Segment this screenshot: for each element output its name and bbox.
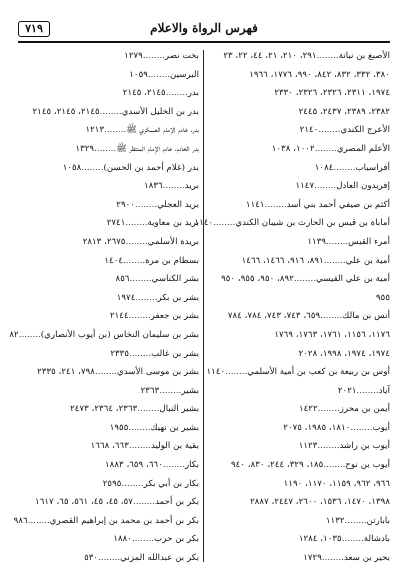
index-entry bbox=[207, 350, 390, 369]
entry-pages: ١١٢٣ bbox=[298, 441, 318, 452]
index-entry bbox=[194, 218, 390, 238]
leader-dots: ........ bbox=[94, 367, 118, 378]
leader-dots: ........ bbox=[137, 404, 160, 415]
entry-name: أيوب بن راشد bbox=[339, 441, 390, 452]
entry-pages: ١٠٣٥، ١٢٨٤ bbox=[298, 534, 342, 545]
index-entry bbox=[207, 182, 390, 201]
leader-dots: ........ bbox=[134, 199, 158, 210]
entry-name: بقية بن الوليد bbox=[150, 441, 199, 452]
leader-dots: ........ bbox=[323, 460, 346, 471]
entry-pages: ٢٠٢١ bbox=[337, 385, 357, 396]
index-entry bbox=[19, 219, 199, 238]
entry-pages: ٦٦٠، ٦٥٩، ١٨٨٣ bbox=[105, 460, 163, 471]
entry-name: بخت نصر bbox=[164, 51, 199, 61]
index-entry bbox=[207, 126, 390, 145]
entry-name: بكار bbox=[184, 460, 199, 471]
index-entry bbox=[207, 554, 390, 573]
entry-name: أماباة بن قيس بن الحارث بن شيبان الكندي bbox=[235, 218, 390, 229]
entry-name: بشر بن موسى الأسدي bbox=[117, 367, 199, 378]
index-entry bbox=[207, 145, 390, 164]
leader-dots: ........ bbox=[132, 534, 155, 545]
entry-name: أيمن بن محرز bbox=[339, 404, 390, 415]
entry-name: الأعلم المصري bbox=[336, 143, 390, 154]
leader-dots: ........ bbox=[316, 51, 339, 61]
entry-pages: ١١٧٦، ١١٥٦، ١٧٦١، ١٧٦٣، ١٧٦٩ bbox=[274, 329, 390, 340]
index-entry bbox=[19, 312, 199, 331]
entry-pages: ٩٦٦، ٩٦٢، ١١٥٩، ١١٧٠، ١١٩٠ bbox=[283, 478, 390, 489]
entry-name: بدر bbox=[187, 88, 199, 99]
entry-name: بشير بن نهيك bbox=[150, 422, 199, 433]
index-entry bbox=[19, 535, 199, 554]
entry-name: بدر الخادم، خادم الإمام المنتظر ﷺ bbox=[116, 143, 199, 154]
index-entry bbox=[19, 164, 199, 183]
entry-pages: ٢٣٨٢، ٢٣٨٩، ٢٤٣٧، ٢٤٤٥ bbox=[298, 106, 390, 117]
entry-pages: ١٠٨٤ bbox=[314, 162, 334, 173]
leader-dots: ........ bbox=[135, 292, 158, 303]
entry-pages: ٣٨٠، ٣٣٢، ٨٣٢، ٨٤٢، ٩٩٠، ١٧٧٦، ١٩٦٦ bbox=[249, 69, 390, 80]
index-entry bbox=[207, 164, 390, 183]
entry-pages: ٢٩٠٠ bbox=[116, 199, 135, 210]
entry-pages: ١٩٧٤، ٢٣١١، ٢٣٢٦، ٢٣٢٦، ٢٣٣٠ bbox=[274, 88, 390, 99]
leader-dots: ........ bbox=[317, 404, 340, 415]
leader-dots: ........ bbox=[314, 181, 337, 192]
entry-pages: ١٠٥٩ bbox=[129, 69, 148, 80]
index-entry bbox=[19, 480, 199, 499]
index-column-left bbox=[9, 51, 199, 573]
index-entry bbox=[19, 201, 199, 220]
index-entry bbox=[19, 498, 199, 517]
index-entry bbox=[207, 498, 390, 517]
entry-pages: ١١٤٧ bbox=[295, 181, 315, 192]
index-entry bbox=[19, 108, 199, 127]
index-entry bbox=[13, 515, 199, 536]
entry-name: بشر بن سليمان النخاس (بن أيوب الأنصاري) bbox=[40, 329, 199, 340]
leader-dots: ........ bbox=[213, 218, 236, 229]
entry-name: بشر بن بكر bbox=[157, 292, 199, 303]
entry-name: البرسين bbox=[170, 69, 199, 80]
entry-name: أمية بن علي القيسي bbox=[315, 274, 390, 285]
entry-name: الأصبغ بن نباتة bbox=[338, 51, 390, 61]
header-rule bbox=[18, 41, 390, 43]
entry-pages: ٢٧٤١ bbox=[106, 218, 126, 229]
leader-dots: ........ bbox=[129, 348, 152, 359]
leader-dots: ........ bbox=[318, 125, 341, 136]
entry-pages: ٩٥٥ bbox=[376, 292, 390, 303]
entry-pages: ٨٢ bbox=[9, 329, 19, 340]
entry-pages: ١٧٢٩ bbox=[303, 553, 322, 564]
index-entry bbox=[207, 201, 390, 220]
index-entry bbox=[207, 71, 390, 90]
leader-dots: ........ bbox=[81, 162, 104, 173]
index-entry bbox=[19, 294, 199, 313]
entry-pages: ١٣٩٨، ١٤٧٠، ١٥٣٦، ٢٦٠٠، ٢٤٤٧، ٢٨٨٧ bbox=[250, 497, 390, 508]
entry-name: بدر بن الخليل الأسدي bbox=[121, 106, 199, 117]
leader-dots: ........ bbox=[165, 88, 188, 99]
entry-name: بكر بن أحمد بن محمد بن إبراهيم القصري bbox=[49, 515, 199, 526]
leader-dots: ........ bbox=[132, 497, 156, 508]
entry-pages: ٢٥٩٥ bbox=[102, 478, 122, 489]
index-entry bbox=[19, 424, 199, 443]
leader-dots: ........ bbox=[147, 69, 170, 80]
entry-name: أنس بن مالك bbox=[342, 311, 390, 322]
index-entry bbox=[207, 461, 390, 480]
page-number: ٧١٩ bbox=[18, 21, 50, 37]
leader-dots: ........ bbox=[142, 51, 165, 61]
entry-pages: ٢٣٦٣، ٢٣٦٤، ٢٤٧٣ bbox=[70, 404, 138, 415]
entry-pages: ٢١٤٤ bbox=[109, 311, 129, 322]
index-column-right bbox=[194, 51, 390, 573]
entry-name: بسطام بن مرة bbox=[145, 255, 199, 266]
entry-name: بكر بن عبدالله المزني bbox=[120, 553, 199, 564]
entry-pages: ٢١٤٥، ٢١٤٥، ٢١٤٥ bbox=[32, 106, 100, 117]
leader-dots: ........ bbox=[99, 106, 122, 117]
entry-pages: ١٨١٠، ١٩٨٥، ٢٠٧٥ bbox=[283, 422, 351, 433]
entry-name: بشير bbox=[181, 385, 199, 396]
entry-pages: ١٤٢٢ bbox=[298, 404, 318, 415]
index-entry bbox=[207, 331, 390, 350]
index-entry bbox=[9, 329, 199, 350]
index-entry bbox=[207, 442, 390, 461]
leader-dots: ........ bbox=[356, 385, 379, 396]
index-entry bbox=[207, 368, 390, 387]
leader-dots: ........ bbox=[326, 236, 349, 247]
leader-dots: ........ bbox=[317, 441, 340, 452]
leader-dots: ........ bbox=[344, 515, 367, 526]
entry-name: الأعرج الكندي bbox=[340, 125, 390, 136]
entry-pages: ١٨٨٠ bbox=[113, 534, 132, 545]
leader-dots: ........ bbox=[225, 367, 248, 378]
leader-dots: ........ bbox=[162, 181, 185, 192]
entry-pages: ٢٩١، ٢١٠، ٢١، ٤٤، ٢٢، ٢٣ bbox=[223, 51, 317, 61]
entry-pages: ٥٧، ٤٥، ٤٥، ٥٦١، ٦٥، ١٦١٧ bbox=[35, 497, 133, 508]
page-header bbox=[18, 20, 390, 40]
leader-dots: ........ bbox=[128, 311, 151, 322]
entry-pages: ١٢١٣ bbox=[85, 125, 105, 136]
index-entry bbox=[207, 257, 390, 276]
entry-name: إفريدون العادل bbox=[336, 181, 390, 192]
index-entry bbox=[19, 275, 199, 294]
index-entry bbox=[207, 275, 390, 294]
entry-name: بحير بن سعد bbox=[343, 553, 390, 564]
entry-name: بدر، خادم الإمام العسكري ﷺ bbox=[126, 125, 199, 136]
leader-dots: ........ bbox=[323, 255, 346, 266]
column-divider bbox=[203, 50, 204, 562]
index-entry bbox=[19, 442, 199, 461]
index-entry bbox=[19, 126, 199, 145]
leader-dots: ........ bbox=[121, 478, 144, 489]
leader-dots: ........ bbox=[320, 311, 343, 322]
index-entry bbox=[19, 182, 199, 201]
entry-name: بريد بن معاوية bbox=[147, 218, 199, 229]
entry-name: أيوب بن نوح bbox=[345, 460, 390, 471]
leader-dots: ........ bbox=[321, 553, 344, 564]
entry-pages: ١١٤٠ bbox=[206, 367, 226, 378]
index-entry bbox=[207, 535, 390, 554]
leader-dots: ........ bbox=[333, 162, 356, 173]
entry-name: بكر بن حرب bbox=[154, 534, 199, 545]
leader-dots: ........ bbox=[94, 143, 117, 154]
entry-name: بابارتن bbox=[366, 515, 390, 526]
leader-dots: ........ bbox=[128, 422, 151, 433]
entry-name: بشر الكناسي bbox=[151, 274, 199, 285]
entry-name: أوس بن ربيعة بن كعب بن أمية الأسلمي bbox=[247, 367, 390, 378]
index-entry bbox=[207, 108, 390, 127]
leader-dots: ........ bbox=[104, 125, 127, 136]
entry-name: بريدة الأسلمي bbox=[147, 236, 199, 247]
index-entry bbox=[207, 480, 390, 499]
entry-name: بشير النبال bbox=[159, 404, 199, 415]
page-title: فهرس الرواة والاعلام bbox=[150, 21, 258, 35]
entry-pages: ١١٣٢ bbox=[325, 515, 345, 526]
entry-pages: ١٤٠٤ bbox=[104, 255, 124, 266]
index-entry bbox=[19, 52, 199, 71]
index-entry bbox=[19, 238, 199, 257]
entry-pages: ٢١٤٥، ٢١٤٥ bbox=[122, 88, 166, 99]
entry-name: أكثم بن صيفي أحمد بني أسد bbox=[286, 199, 390, 210]
entry-name: بكار بن أبي بكر bbox=[143, 478, 199, 489]
entry-pages: ١١٣٩ bbox=[307, 236, 327, 247]
index-entry bbox=[19, 350, 199, 369]
entry-pages: ٢١٤٠ bbox=[299, 125, 319, 136]
index-entry bbox=[19, 405, 199, 424]
entry-pages: ١٨٥، ٣٢٩، ٢٤٤، ٨٣٠، ٩٤٠ bbox=[231, 460, 324, 471]
index-entry bbox=[207, 312, 390, 331]
entry-pages: ١١٤٠ bbox=[194, 218, 214, 229]
leader-dots: ........ bbox=[293, 274, 316, 285]
leader-dots: ........ bbox=[159, 385, 182, 396]
index-entry bbox=[207, 517, 390, 536]
index-entry bbox=[207, 238, 390, 257]
entry-pages: ١٠٥٨ bbox=[62, 162, 82, 173]
leader-dots: ........ bbox=[128, 441, 151, 452]
entry-pages: ١٨٣٦ bbox=[144, 181, 163, 192]
entry-pages: ١٣٢٩ bbox=[75, 143, 95, 154]
entry-name: بريد العجلي bbox=[157, 199, 199, 210]
leader-dots: ........ bbox=[264, 199, 287, 210]
entry-pages: ٨٥٦ bbox=[115, 274, 130, 285]
index-entry bbox=[19, 387, 199, 406]
entry-pages: ١٩٧٤، ١٩٧٤، ١٩٩٨، ٢٠٢٨ bbox=[298, 348, 390, 359]
entry-name: بدر (غلام أحمد بن الحسن) bbox=[103, 162, 199, 173]
index-entry bbox=[207, 89, 390, 108]
index-entry bbox=[207, 387, 390, 406]
entry-name: آياد bbox=[378, 385, 390, 396]
entry-pages: ٥٣٠ bbox=[84, 553, 99, 564]
entry-pages: ٦٦٣، ١٦٦٨ bbox=[90, 441, 129, 452]
entry-name: بكر بن أحمد bbox=[155, 497, 199, 508]
index-entry bbox=[19, 461, 199, 480]
leader-dots: ........ bbox=[123, 255, 146, 266]
index-entry bbox=[19, 554, 199, 573]
entry-pages: ١٩٥٥ bbox=[109, 422, 129, 433]
leader-dots: ........ bbox=[27, 515, 50, 526]
entry-pages: ٢٣٦٣ bbox=[140, 385, 160, 396]
entry-name: بشر بن غالب bbox=[151, 348, 199, 359]
index-entry bbox=[207, 294, 390, 313]
index-entry bbox=[19, 145, 199, 164]
leader-dots: ........ bbox=[314, 143, 337, 154]
entry-name: أمرء القيس bbox=[348, 236, 390, 247]
entry-name: أفراسياب bbox=[355, 162, 390, 173]
entry-pages: ٢٦٧٥، ٢٨١٣ bbox=[82, 236, 126, 247]
entry-name: بادشالة bbox=[363, 534, 390, 545]
leader-dots: ........ bbox=[125, 218, 148, 229]
leader-dots: ........ bbox=[350, 422, 373, 433]
leader-dots: ........ bbox=[162, 460, 185, 471]
entry-name: بريد bbox=[184, 181, 199, 192]
index-entry bbox=[19, 368, 199, 387]
leader-dots: ........ bbox=[18, 329, 41, 340]
leader-dots: ........ bbox=[129, 274, 152, 285]
entry-pages: ٨٩١، ٩١٦، ١٤٦٦، ١٤٦٦ bbox=[241, 255, 324, 266]
leader-dots: ........ bbox=[98, 553, 121, 564]
leader-dots: ........ bbox=[341, 534, 364, 545]
entry-pages: ١٩٧٤ bbox=[116, 292, 136, 303]
index-entry bbox=[207, 405, 390, 424]
index-entry bbox=[207, 52, 390, 71]
entry-pages: ٧٩٨، ٢٤١، ٢٣٣٥ bbox=[37, 367, 95, 378]
entry-pages: ١٢٧٩ bbox=[124, 51, 143, 61]
entry-pages: ١١٤١ bbox=[245, 199, 265, 210]
entry-name: أمية بن علي bbox=[345, 255, 390, 266]
index-entry bbox=[207, 424, 390, 443]
entry-pages: ٦٥٩، ٧٤٣، ٧٤٣، ٧٨٤، ٧٨٤ bbox=[227, 311, 321, 322]
entry-name: بشر بن جعفر bbox=[150, 311, 199, 322]
entry-pages: ١٠٠٢، ١٠٣٨ bbox=[271, 143, 315, 154]
entry-pages: ٩٨٦ bbox=[13, 515, 28, 526]
index-entry bbox=[19, 71, 199, 90]
leader-dots: ........ bbox=[125, 236, 148, 247]
entry-pages: ٨٩٢، ٩٥٠، ٩٥٥، ٩٥٠ bbox=[221, 274, 294, 285]
entry-pages: ٢٣٣٥ bbox=[110, 348, 130, 359]
index-entry bbox=[19, 257, 199, 276]
entry-name: أيوب bbox=[372, 422, 390, 433]
index-entry bbox=[19, 89, 199, 108]
